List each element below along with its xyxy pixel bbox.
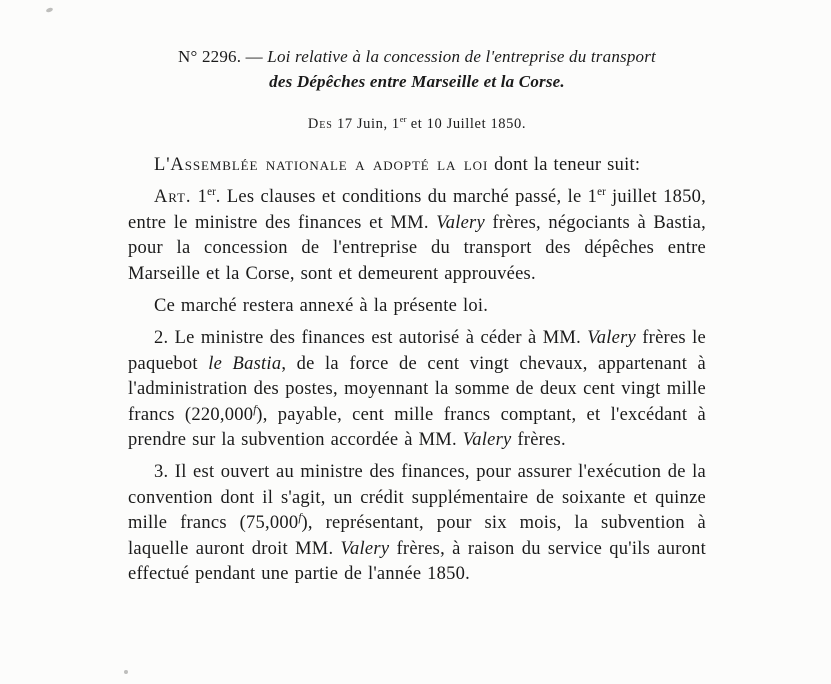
text-segment: le Bastia [208,353,282,374]
text-segment: frères, à raison du service qu'ils auront effectué pendant une partie de l'année 1850. [128,538,707,585]
text-segment: frères le paquebot [128,328,706,374]
text-segment: f [253,403,257,416]
text-segment: er [597,186,606,199]
scan-artifact [46,7,54,13]
text-segment: et 10 Juillet 1850. [406,116,527,132]
document-content [128,44,706,595]
text-segment: des Dépêches entre Marseille et la Corse. [269,72,565,91]
text-segment: 3. Il est ouvert au ministre des finances, pour assurer l'exécution de la convention dont il s'agit, un crédit supplémentaire de soixante et quinze mille francs (75,000 [128,462,706,534]
text-segment: Valery [340,538,390,559]
paragraph-enactment [128,153,706,178]
text-segment: , de la force de cent vingt chevaux, appartenant à l'administration des postes, moyennant la somme de deux cent vingt mille francs (220,000 [128,353,706,425]
paragraph-article-1-annex [128,294,706,319]
text-segment: Art. [154,187,192,208]
text-segment: 1 [191,187,208,208]
paragraph-article-3 [128,460,706,587]
text-segment: L'Assemblée nationale a adopté la loi [154,155,489,175]
text-segment: 2. Le ministre des finances est autorisé à céder à MM. [154,328,588,349]
text-segment: 17 Juin, 1 [332,116,400,132]
text-segment: dont la teneur suit: [488,155,641,175]
text-segment: Valery [436,212,485,233]
law-number-and-title [128,44,706,69]
paragraph-article-2 [128,326,706,453]
scan-artifact [124,670,128,674]
text-segment: ), payable, cent mille francs comptant, et l'excédant à prendre sur la subvention accordée à MM. [128,404,706,451]
paragraph-article-1 [128,185,706,287]
text-segment: frères, négociants à Bastia, pour la concession de l'entreprise du transport des dépêches entre Marseille et la Corse, sont et demeurent approuvées. [128,212,707,284]
text-segment: N° 2296. — [178,47,268,66]
text-segment: juillet 1850, entre le ministre des finances et MM. [128,187,707,233]
text-segment: frères. [511,430,566,451]
text-segment: er [207,186,216,199]
text-segment: Ce marché restera annexé à la présente loi. [154,296,489,317]
text-segment: Loi relative à la concession de l'entreprise du transport [267,47,656,66]
document-body [128,153,706,588]
text-segment: Valery [587,328,637,349]
text-segment: Des [307,116,333,132]
document-header [128,44,706,133]
text-segment: ), représentant, pour six mois, la subvention à laquelle auront droit MM. [128,513,706,559]
text-segment: . Les clauses et conditions du marché passé, le 1 [215,187,598,208]
text-segment: f [298,512,302,525]
text-segment: er [399,114,407,125]
law-dates [128,116,706,133]
law-title-line-2 [128,69,706,94]
text-segment: Valery [462,430,512,451]
